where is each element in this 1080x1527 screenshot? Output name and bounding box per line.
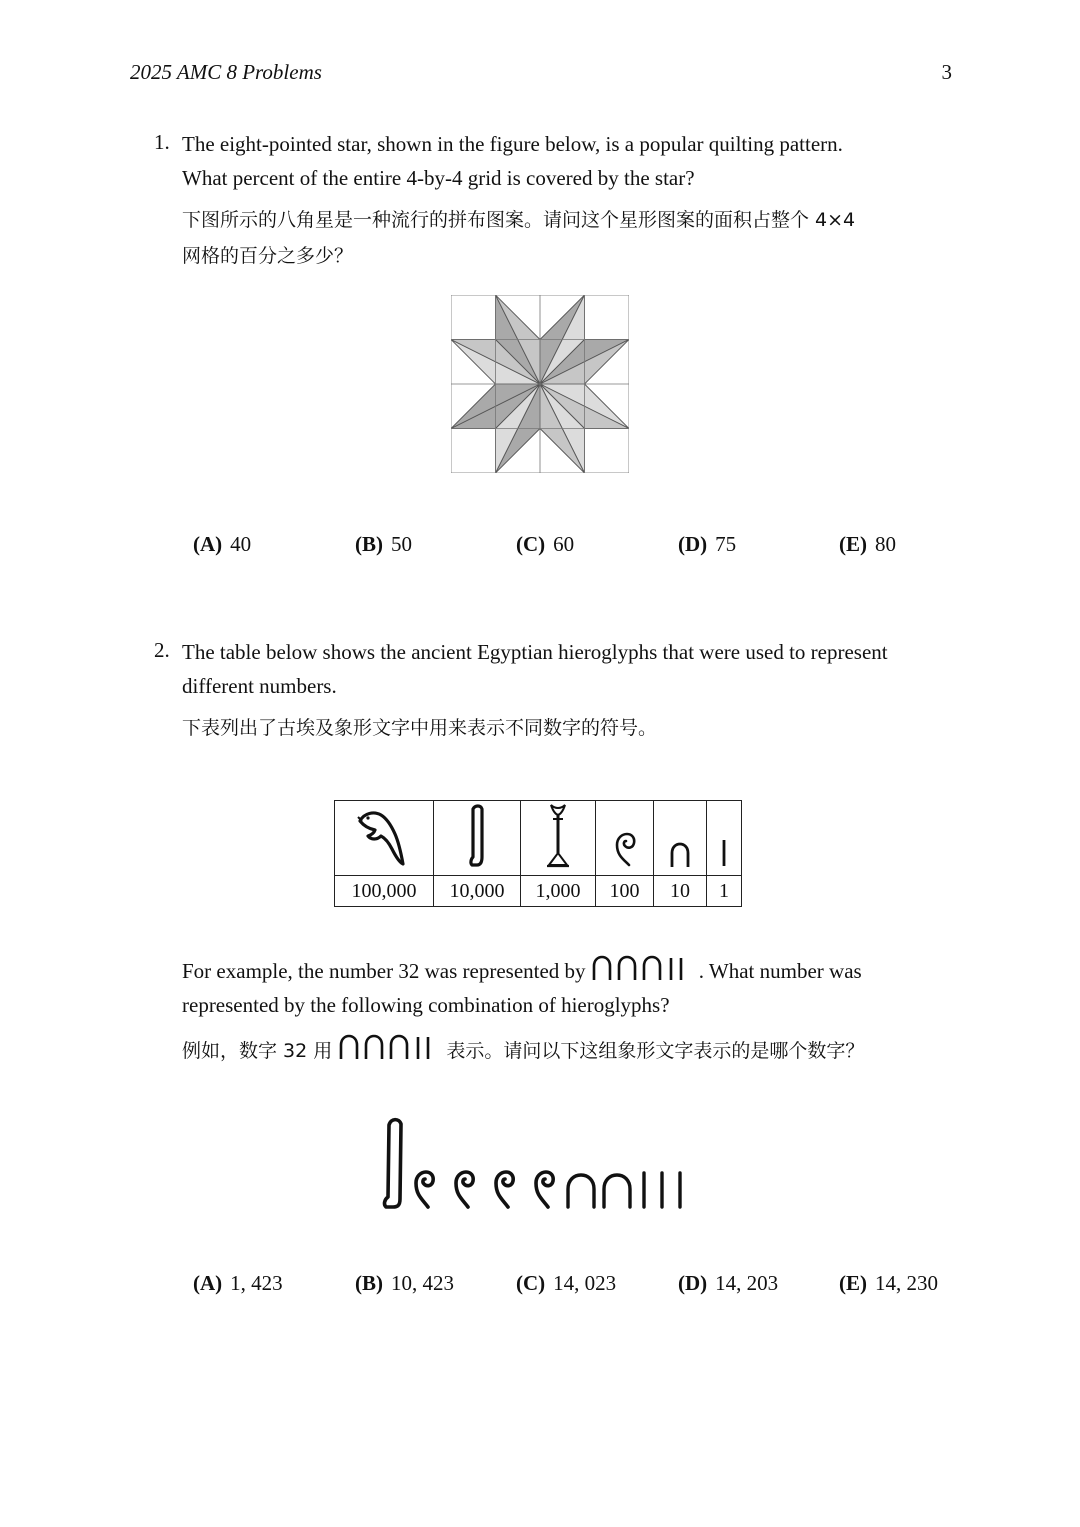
answer-choice-d[interactable]: (D) 14, 203 bbox=[678, 1271, 779, 1295]
hieroglyph-32-icon bbox=[591, 954, 699, 982]
answer-choice-c[interactable]: (C) 14, 023 bbox=[516, 1271, 617, 1295]
problem-2-chinese-example bbox=[182, 1033, 952, 1069]
hieroglyph-value: 10 bbox=[654, 876, 707, 907]
finger-hieroglyph-icon bbox=[434, 801, 521, 876]
problem-2-text-line-1: The table below shows the ancient Egyptian hieroglyphs that were used to represent bbox=[182, 640, 888, 664]
problem-1-text bbox=[182, 127, 952, 195]
hieroglyph-value: 10,000 bbox=[434, 876, 521, 907]
answer-choice-e[interactable]: (E) 80 bbox=[839, 532, 896, 556]
answer-choice-b[interactable]: (B) 50 bbox=[355, 532, 412, 556]
problem-1-cn-line-1: 下图所示的八角星是一种流行的拼布图案。请问这个星形图案的面积占整个 4×4 bbox=[182, 209, 856, 231]
hieroglyph-value: 1 bbox=[707, 876, 742, 907]
problem-1-text-line-1: The eight-pointed star, shown in the figure below, is a popular quilting pattern. bbox=[182, 132, 843, 156]
example-text-after: . What number was bbox=[698, 959, 862, 983]
problem-1-text-line-2: What percent of the entire 4-by-4 grid is covered by the star? bbox=[182, 166, 695, 190]
hieroglyph-32-icon bbox=[338, 1033, 446, 1061]
problem-2-number: 2. bbox=[154, 638, 170, 662]
problem-1-number: 1. bbox=[154, 130, 170, 154]
problem-1-chinese-text bbox=[182, 202, 952, 274]
answer-choice-d[interactable]: (D) 75 bbox=[678, 532, 737, 556]
problem-2-chinese-text: 下表列出了古埃及象形文字中用来表示不同数字的符号。 bbox=[182, 717, 658, 739]
answer-choice-c[interactable]: (C) 60 bbox=[516, 532, 575, 556]
problem-1-cn-line-2: 网格的百分之多少？ bbox=[182, 245, 354, 267]
problem-1-answer-choices bbox=[193, 532, 993, 562]
eight-pointed-star-figure bbox=[451, 295, 629, 473]
lotus-hieroglyph-icon bbox=[521, 801, 596, 876]
hieroglyph-value: 100,000 bbox=[335, 876, 434, 907]
answer-choice-e[interactable]: (E) 14, 230 bbox=[839, 1271, 938, 1295]
page-header-title: 2025 AMC 8 Problems bbox=[130, 60, 322, 84]
problem-2-text-line-2: different numbers. bbox=[182, 674, 337, 698]
answer-choice-a[interactable]: (A) 1, 423 bbox=[193, 1271, 283, 1295]
cn-example-after: 表示。请问以下这组象形文字表示的是哪个数字？ bbox=[446, 1040, 865, 1062]
coil-hieroglyph-icon bbox=[596, 801, 654, 876]
problem-2-example-text bbox=[182, 954, 952, 1022]
cn-example-before: 例如，数字 32 用 bbox=[182, 1040, 333, 1062]
problem-2-text bbox=[182, 635, 952, 703]
hieroglyph-combination-figure bbox=[378, 1115, 708, 1215]
hieroglyph-value: 1,000 bbox=[521, 876, 596, 907]
answer-choice-a[interactable]: (A) 40 bbox=[193, 532, 252, 556]
hieroglyph-table bbox=[334, 800, 742, 907]
example-text-before: For example, the number 32 was represented by bbox=[182, 959, 586, 983]
problem-2-example-line-2: represented by the following combination of hieroglyphs? bbox=[182, 993, 670, 1017]
stroke-hieroglyph-icon bbox=[707, 801, 742, 876]
tadpole-hieroglyph-icon bbox=[335, 801, 434, 876]
problem-2-answer-choices bbox=[193, 1271, 993, 1301]
answer-choice-b[interactable]: (B) 10, 423 bbox=[355, 1271, 454, 1295]
hieroglyph-value: 100 bbox=[596, 876, 654, 907]
heelbone-hieroglyph-icon bbox=[654, 801, 707, 876]
problem-2-example-line-1 bbox=[182, 954, 952, 988]
page-number: 3 bbox=[941, 60, 952, 84]
